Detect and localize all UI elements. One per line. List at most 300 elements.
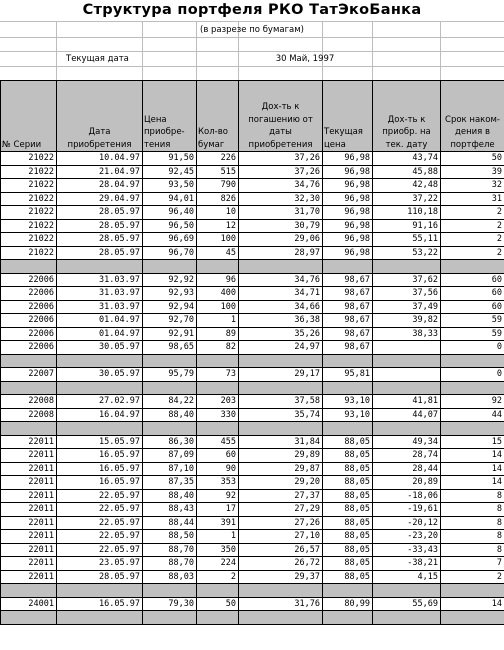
cell-yield-current: -38,21: [373, 557, 441, 571]
cell-yield-to-maturity: 35,26: [239, 327, 323, 341]
separator-cell: [441, 611, 504, 625]
cell-purchase-date: 16.05.97: [57, 449, 143, 463]
cell-current-price: 95,81: [323, 368, 373, 382]
cell-holding-period: 60: [441, 273, 504, 287]
cell-purchase-date: 01.04.97: [57, 327, 143, 341]
cell-yield-to-maturity: 29,87: [239, 462, 323, 476]
separator-cell: [57, 611, 143, 625]
cell-purchase-date: 22.05.97: [57, 530, 143, 544]
cell-series: 22011: [1, 516, 57, 530]
cell-purchase-price: 95,79: [143, 368, 197, 382]
table-row: [1, 408, 504, 422]
separator-cell: [373, 611, 441, 625]
cell-purchase-date: 01.04.97: [57, 314, 143, 328]
separator-cell: [197, 354, 239, 368]
cell-yield-current: 39,82: [373, 314, 441, 328]
cell-quantity: 89: [197, 327, 239, 341]
separator-cell: [1, 354, 57, 368]
table-row: [1, 449, 504, 463]
cell-holding-period: 92: [441, 395, 504, 409]
cell-holding-period: 39: [441, 165, 504, 179]
table-row: [1, 179, 504, 193]
cell-quantity: 391: [197, 516, 239, 530]
cell-current-price: 98,67: [323, 327, 373, 341]
cell-yield-to-maturity: 30,79: [239, 219, 323, 233]
cell-quantity: 73: [197, 368, 239, 382]
cell-quantity: 90: [197, 462, 239, 476]
separator-cell: [239, 584, 323, 598]
cell-holding-period: 14: [441, 597, 504, 611]
cell-yield-to-maturity: 34,66: [239, 300, 323, 314]
separator-cell: [441, 260, 504, 274]
cell-holding-period: 7: [441, 557, 504, 571]
cell-current-price: 88,05: [323, 543, 373, 557]
grid-line: [0, 51, 504, 52]
cell-purchase-price: 92,45: [143, 165, 197, 179]
cell-purchase-price: 84,22: [143, 395, 197, 409]
separator-cell: [441, 422, 504, 436]
cell-purchase-date: 28.04.97: [57, 179, 143, 193]
separator-cell: [143, 422, 197, 436]
separator-cell: [239, 354, 323, 368]
cell-purchase-date: 21.04.97: [57, 165, 143, 179]
cell-purchase-date: 22.05.97: [57, 489, 143, 503]
current-date-value: 30 Май, 1997: [275, 54, 335, 64]
header-yield-to-maturity: Дох-ть к погашению от даты приобретения: [239, 81, 323, 152]
cell-current-price: 98,67: [323, 341, 373, 355]
separator-cell: [143, 611, 197, 625]
cell-current-price: 88,05: [323, 476, 373, 490]
cell-purchase-price: 88,43: [143, 503, 197, 517]
cell-series: 24001: [1, 597, 57, 611]
cell-yield-to-maturity: 29,37: [239, 570, 323, 584]
cell-holding-period: 15: [441, 435, 504, 449]
table-row: [1, 476, 504, 490]
cell-purchase-date: 28.05.97: [57, 570, 143, 584]
cell-quantity: 400: [197, 287, 239, 301]
cell-holding-period: 2: [441, 219, 504, 233]
separator-cell: [239, 422, 323, 436]
separator-cell: [441, 584, 504, 598]
table-row: [1, 287, 504, 301]
cell-current-price: 88,05: [323, 530, 373, 544]
cell-purchase-price: 96,50: [143, 219, 197, 233]
table-row: [1, 503, 504, 517]
cell-yield-current: [373, 368, 441, 382]
cell-series: 21022: [1, 206, 57, 220]
cell-quantity: 2: [197, 570, 239, 584]
cell-yield-current: 28,74: [373, 449, 441, 463]
separator-cell: [1, 381, 57, 395]
cell-series: 22011: [1, 503, 57, 517]
cell-current-price: 96,98: [323, 219, 373, 233]
cell-series: 22011: [1, 557, 57, 571]
cell-yield-to-maturity: 34,71: [239, 287, 323, 301]
cell-purchase-price: 98,65: [143, 341, 197, 355]
cell-yield-current: 37,62: [373, 273, 441, 287]
cell-purchase-date: 31.03.97: [57, 287, 143, 301]
cell-yield-to-maturity: 27,10: [239, 530, 323, 544]
cell-series: 22011: [1, 462, 57, 476]
cell-yield-to-maturity: 29,89: [239, 449, 323, 463]
cell-holding-period: 60: [441, 287, 504, 301]
separator-cell: [373, 354, 441, 368]
cell-purchase-date: 15.05.97: [57, 435, 143, 449]
cell-yield-current: 53,22: [373, 246, 441, 260]
cell-purchase-price: 79,30: [143, 597, 197, 611]
cell-purchase-price: 88,70: [143, 557, 197, 571]
cell-quantity: 17: [197, 503, 239, 517]
cell-series: 22008: [1, 395, 57, 409]
cell-purchase-price: 92,94: [143, 300, 197, 314]
cell-yield-to-maturity: 37,26: [239, 152, 323, 166]
cell-purchase-price: 92,91: [143, 327, 197, 341]
cell-holding-period: 14: [441, 462, 504, 476]
cell-holding-period: 2: [441, 233, 504, 247]
cell-quantity: 790: [197, 179, 239, 193]
cell-holding-period: 14: [441, 476, 504, 490]
cell-yield-current: 41,81: [373, 395, 441, 409]
separator-cell: [143, 584, 197, 598]
cell-quantity: 45: [197, 246, 239, 260]
cell-holding-period: 2: [441, 206, 504, 220]
cell-purchase-date: 31.03.97: [57, 273, 143, 287]
cell-current-price: 88,05: [323, 557, 373, 571]
cell-quantity: 226: [197, 152, 239, 166]
header-purchase-date: Дата приобретения: [57, 81, 143, 152]
separator-row: [1, 354, 504, 368]
separator-cell: [441, 381, 504, 395]
cell-current-price: 88,05: [323, 489, 373, 503]
cell-current-price: 88,05: [323, 516, 373, 530]
cell-current-price: 93,10: [323, 395, 373, 409]
cell-yield-to-maturity: 27,29: [239, 503, 323, 517]
cell-yield-to-maturity: 31,84: [239, 435, 323, 449]
separator-cell: [373, 422, 441, 436]
header-row: [1, 81, 504, 152]
separator-cell: [239, 611, 323, 625]
cell-series: 22011: [1, 476, 57, 490]
separator-cell: [57, 422, 143, 436]
separator-cell: [323, 381, 373, 395]
current-date-label: Текущая дата: [66, 54, 129, 64]
cell-purchase-date: 10.04.97: [57, 152, 143, 166]
cell-purchase-date: 16.05.97: [57, 476, 143, 490]
cell-quantity: 100: [197, 300, 239, 314]
separator-row: [1, 381, 504, 395]
cell-yield-current: 20,89: [373, 476, 441, 490]
cell-yield-to-maturity: 27,26: [239, 516, 323, 530]
table-row: [1, 192, 504, 206]
cell-series: 22011: [1, 543, 57, 557]
page-title: Структура портфеля РКО ТатЭкоБанка: [82, 2, 422, 18]
cell-current-price: 96,98: [323, 192, 373, 206]
cell-series: 22006: [1, 273, 57, 287]
cell-series: 22011: [1, 435, 57, 449]
cell-purchase-price: 88,03: [143, 570, 197, 584]
cell-yield-current: -23,20: [373, 530, 441, 544]
separator-row: [1, 260, 504, 274]
separator-cell: [57, 381, 143, 395]
cell-series: 22007: [1, 368, 57, 382]
grid-line: [0, 21, 504, 22]
cell-series: 22011: [1, 530, 57, 544]
cell-yield-current: 55,11: [373, 233, 441, 247]
cell-holding-period: 0: [441, 341, 504, 355]
cell-series: 22011: [1, 489, 57, 503]
cell-purchase-date: 28.05.97: [57, 206, 143, 220]
separator-cell: [143, 354, 197, 368]
table-row: [1, 570, 504, 584]
table-row: [1, 462, 504, 476]
table-row: [1, 530, 504, 544]
separator-cell: [57, 260, 143, 274]
cell-holding-period: 0: [441, 368, 504, 382]
cell-yield-to-maturity: 24,97: [239, 341, 323, 355]
header-yield-current: Дох-ть к приобр. на тек. дату: [373, 81, 441, 152]
separator-cell: [143, 381, 197, 395]
cell-series: 21022: [1, 246, 57, 260]
cell-series: 22011: [1, 449, 57, 463]
cell-yield-to-maturity: 26,57: [239, 543, 323, 557]
cell-yield-to-maturity: 34,76: [239, 273, 323, 287]
cell-series: 22006: [1, 300, 57, 314]
cell-yield-to-maturity: 28,97: [239, 246, 323, 260]
cell-purchase-date: 28.05.97: [57, 219, 143, 233]
cell-quantity: 60: [197, 449, 239, 463]
cell-holding-period: 14: [441, 449, 504, 463]
cell-current-price: 88,05: [323, 570, 373, 584]
cell-yield-to-maturity: 29,06: [239, 233, 323, 247]
table-row: [1, 273, 504, 287]
separator-cell: [441, 354, 504, 368]
cell-purchase-price: 88,70: [143, 543, 197, 557]
cell-quantity: 1: [197, 530, 239, 544]
cell-quantity: 203: [197, 395, 239, 409]
cell-series: 21022: [1, 233, 57, 247]
cell-yield-current: 42,48: [373, 179, 441, 193]
cell-quantity: 10: [197, 206, 239, 220]
cell-purchase-price: 87,09: [143, 449, 197, 463]
cell-series: 22006: [1, 341, 57, 355]
header-holding-period: Срок наком-дения в портфеле: [441, 81, 504, 152]
separator-cell: [197, 611, 239, 625]
separator-cell: [197, 381, 239, 395]
table-row: [1, 206, 504, 220]
cell-yield-current: 44,07: [373, 408, 441, 422]
separator-cell: [1, 260, 57, 274]
cell-series: 22011: [1, 570, 57, 584]
table-row: [1, 233, 504, 247]
table-body: [1, 152, 504, 625]
cell-purchase-price: 92,92: [143, 273, 197, 287]
cell-holding-period: 2: [441, 570, 504, 584]
cell-yield-current: -33,43: [373, 543, 441, 557]
cell-quantity: 96: [197, 273, 239, 287]
cell-yield-current: -18,06: [373, 489, 441, 503]
cell-quantity: 353: [197, 476, 239, 490]
cell-current-price: 96,98: [323, 233, 373, 247]
cell-series: 22006: [1, 287, 57, 301]
cell-current-price: 93,10: [323, 408, 373, 422]
separator-cell: [197, 422, 239, 436]
separator-row: [1, 422, 504, 436]
separator-cell: [323, 260, 373, 274]
cell-quantity: 515: [197, 165, 239, 179]
header-series: № Серии: [1, 81, 57, 152]
separator-cell: [197, 260, 239, 274]
cell-purchase-date: 28.05.97: [57, 246, 143, 260]
cell-purchase-date: 16.05.97: [57, 462, 143, 476]
cell-holding-period: 31: [441, 192, 504, 206]
cell-current-price: 98,67: [323, 273, 373, 287]
cell-purchase-date: 31.03.97: [57, 300, 143, 314]
cell-holding-period: 59: [441, 327, 504, 341]
grid-line: [0, 37, 504, 38]
separator-cell: [373, 260, 441, 274]
separator-cell: [57, 354, 143, 368]
cell-holding-period: 59: [441, 314, 504, 328]
table-row: [1, 327, 504, 341]
cell-purchase-price: 88,40: [143, 408, 197, 422]
cell-yield-current: 49,34: [373, 435, 441, 449]
table-row: [1, 314, 504, 328]
separator-row: [1, 584, 504, 598]
table-row: [1, 165, 504, 179]
cell-yield-to-maturity: 29,17: [239, 368, 323, 382]
separator-cell: [1, 584, 57, 598]
cell-yield-to-maturity: 36,38: [239, 314, 323, 328]
cell-current-price: 98,67: [323, 287, 373, 301]
separator-cell: [1, 422, 57, 436]
cell-yield-current: 91,16: [373, 219, 441, 233]
cell-current-price: 88,05: [323, 503, 373, 517]
cell-yield-to-maturity: 27,37: [239, 489, 323, 503]
cell-series: 22008: [1, 408, 57, 422]
cell-purchase-date: 22.05.97: [57, 503, 143, 517]
cell-purchase-date: 16.05.97: [57, 597, 143, 611]
cell-holding-period: 8: [441, 516, 504, 530]
cell-series: 21022: [1, 165, 57, 179]
cell-purchase-date: 22.05.97: [57, 516, 143, 530]
cell-purchase-price: 87,35: [143, 476, 197, 490]
page-subtitle: (в разрезе по бумагам): [200, 25, 304, 35]
cell-quantity: 330: [197, 408, 239, 422]
separator-cell: [323, 584, 373, 598]
cell-current-price: 96,98: [323, 152, 373, 166]
cell-yield-to-maturity: 31,76: [239, 597, 323, 611]
table-row: [1, 597, 504, 611]
separator-cell: [57, 584, 143, 598]
cell-quantity: 224: [197, 557, 239, 571]
cell-current-price: 96,98: [323, 179, 373, 193]
cell-purchase-price: 92,93: [143, 287, 197, 301]
cell-holding-period: 8: [441, 543, 504, 557]
cell-purchase-price: 88,40: [143, 489, 197, 503]
cell-holding-period: 8: [441, 503, 504, 517]
cell-series: 22006: [1, 327, 57, 341]
cell-yield-to-maturity: 35,74: [239, 408, 323, 422]
cell-holding-period: 8: [441, 489, 504, 503]
cell-purchase-price: 93,50: [143, 179, 197, 193]
cell-purchase-price: 94,01: [143, 192, 197, 206]
cell-quantity: 350: [197, 543, 239, 557]
cell-quantity: 92: [197, 489, 239, 503]
header-current-price: Текущая цена: [323, 81, 373, 152]
cell-yield-to-maturity: 31,70: [239, 206, 323, 220]
cell-purchase-date: 28.05.97: [57, 233, 143, 247]
cell-yield-to-maturity: 26,72: [239, 557, 323, 571]
separator-cell: [323, 422, 373, 436]
separator-cell: [239, 381, 323, 395]
cell-purchase-price: 88,44: [143, 516, 197, 530]
cell-yield-current: -20,12: [373, 516, 441, 530]
table-row: [1, 368, 504, 382]
separator-cell: [239, 260, 323, 274]
separator-row: [1, 611, 504, 625]
cell-yield-current: 45,88: [373, 165, 441, 179]
cell-current-price: 96,98: [323, 165, 373, 179]
cell-quantity: 50: [197, 597, 239, 611]
cell-current-price: 80,99: [323, 597, 373, 611]
table-row: [1, 395, 504, 409]
cell-purchase-date: 22.05.97: [57, 543, 143, 557]
cell-yield-current: -19,61: [373, 503, 441, 517]
cell-quantity: 82: [197, 341, 239, 355]
cell-yield-to-maturity: 37,26: [239, 165, 323, 179]
separator-cell: [197, 584, 239, 598]
cell-current-price: 88,05: [323, 462, 373, 476]
table-row: [1, 152, 504, 166]
separator-cell: [323, 611, 373, 625]
header-quantity: Кол-во бумаг: [197, 81, 239, 152]
cell-purchase-price: 88,50: [143, 530, 197, 544]
cell-series: 21022: [1, 179, 57, 193]
cell-yield-current: 28,44: [373, 462, 441, 476]
cell-purchase-date: 16.04.97: [57, 408, 143, 422]
cell-series: 21022: [1, 152, 57, 166]
cell-current-price: 88,05: [323, 449, 373, 463]
cell-holding-period: 50: [441, 152, 504, 166]
separator-cell: [373, 381, 441, 395]
table-row: [1, 219, 504, 233]
cell-purchase-price: 96,40: [143, 206, 197, 220]
cell-holding-period: 2: [441, 246, 504, 260]
table-row: [1, 341, 504, 355]
cell-current-price: 96,98: [323, 206, 373, 220]
cell-yield-to-maturity: 29,20: [239, 476, 323, 490]
cell-purchase-price: 92,70: [143, 314, 197, 328]
cell-quantity: 12: [197, 219, 239, 233]
table-row: [1, 435, 504, 449]
cell-purchase-date: 30.05.97: [57, 341, 143, 355]
cell-quantity: 826: [197, 192, 239, 206]
cell-series: 22006: [1, 314, 57, 328]
cell-yield-to-maturity: 34,76: [239, 179, 323, 193]
cell-holding-period: 8: [441, 530, 504, 544]
cell-current-price: 88,05: [323, 435, 373, 449]
table-row: [1, 300, 504, 314]
cell-yield-current: 43,74: [373, 152, 441, 166]
cell-purchase-price: 87,10: [143, 462, 197, 476]
table-row: [1, 246, 504, 260]
cell-yield-current: [373, 341, 441, 355]
cell-yield-current: 4,15: [373, 570, 441, 584]
table-row: [1, 557, 504, 571]
separator-cell: [1, 611, 57, 625]
cell-purchase-price: 96,70: [143, 246, 197, 260]
cell-purchase-price: 96,69: [143, 233, 197, 247]
